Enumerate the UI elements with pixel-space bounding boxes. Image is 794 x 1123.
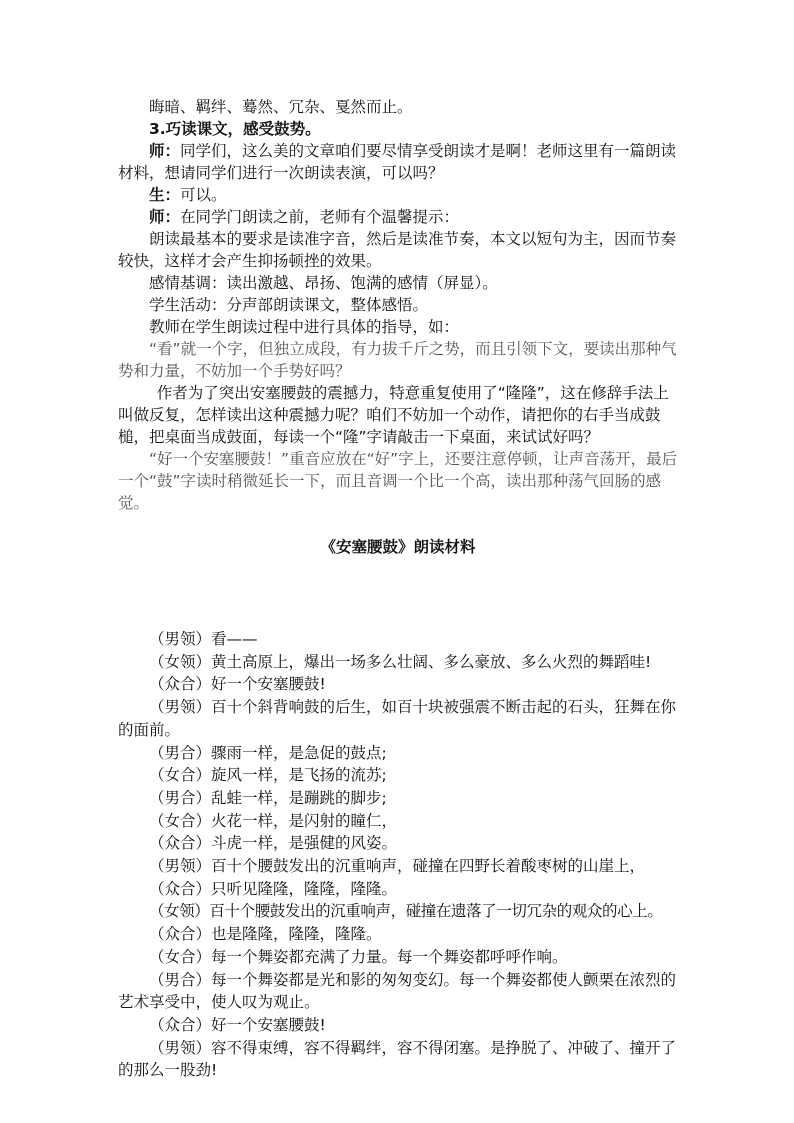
script-role: （男合） bbox=[149, 970, 212, 989]
script-role: （众合） bbox=[149, 925, 212, 944]
script-role: （男领） bbox=[149, 1038, 212, 1057]
script-text: 乱蛙一样，是蹦跳的脚步; bbox=[211, 788, 387, 807]
script-line bbox=[118, 878, 678, 901]
script-line bbox=[118, 855, 678, 878]
script-role: （女合） bbox=[149, 766, 212, 785]
script-role: （男领） bbox=[149, 857, 212, 876]
dialogue-text: 在同学门朗读之前，老师有个温馨提示： bbox=[180, 208, 460, 226]
reading-tip: 朗读最基本的要求是读准字音，然后是读准节奏，本文以短句为主，因而节奏较快，这样才会产生抑扬顿挫的效果。 bbox=[118, 230, 677, 270]
script-line bbox=[118, 923, 678, 946]
script-line bbox=[118, 742, 678, 765]
script-line bbox=[118, 787, 678, 810]
guidance-text: 就一个字，但独立成段，有力拔千斤之势，而且引领下文，要读出那种气势和力量，不妨加一个手势好吗？ bbox=[118, 340, 677, 380]
script-role: （众合） bbox=[149, 834, 212, 853]
teacher-dialogue-1 bbox=[118, 140, 678, 184]
script-text: 斗虎一样，是强健的风姿。 bbox=[211, 834, 398, 853]
script-text: 看—— bbox=[211, 630, 258, 648]
guidance-quote: “好一个安塞腰鼓！” bbox=[149, 450, 290, 468]
script-text: 骤雨一样，是急促的鼓点; bbox=[211, 743, 387, 762]
script-role: （众合） bbox=[149, 675, 212, 694]
script-line bbox=[118, 651, 678, 674]
script-role: （女合） bbox=[149, 947, 212, 966]
reading-script bbox=[118, 628, 678, 1082]
script-line bbox=[118, 969, 678, 1014]
speaker-label: 生： bbox=[149, 186, 181, 204]
emotion-tone: 感情基调：读出激越、昂扬、饱满的感情（屏显）。 bbox=[149, 274, 498, 292]
dialogue-text: 可以。 bbox=[180, 186, 227, 204]
teacher-guide: 教师在学生朗读过程中进行具体的指导，如： bbox=[149, 318, 460, 336]
script-role: （众合） bbox=[149, 1015, 212, 1034]
script-line bbox=[118, 696, 678, 741]
speaker-label: 师： bbox=[149, 208, 181, 226]
material-title: 《安塞腰鼓》朗读材料 bbox=[320, 538, 476, 556]
script-text: 好一个安塞腰鼓! bbox=[211, 675, 326, 694]
section-heading: 3.巧读课文，感受鼓势。 bbox=[149, 120, 321, 138]
script-line bbox=[118, 900, 678, 923]
script-line bbox=[118, 946, 678, 969]
script-line bbox=[118, 764, 678, 787]
script-text: 百十个腰鼓发出的沉重响声，碰撞在遗落了一切冗杂的观众的心上。 bbox=[209, 902, 663, 921]
guidance-quote: “看” bbox=[149, 340, 181, 358]
script-text: 百十个腰鼓发出的沉重响声，碰撞在四野长着酸枣树的山崖上， bbox=[211, 857, 646, 876]
script-text: 百十个斜背响鼓的后生，如百十块被强震不断击起的石头，狂舞在你的面前。 bbox=[118, 698, 677, 739]
script-role: （女领） bbox=[149, 902, 210, 921]
script-text: 每一个舞姿都是光和影的匆匆变幻。每一个舞姿都使人颤栗在浓烈的艺术享受中，使人叹为观止。 bbox=[118, 970, 677, 1012]
script-text: 容不得束缚，容不得羁绊，容不得闭塞。是挣脱了、冲破了、撞开了的那么一股劲! bbox=[118, 1038, 677, 1080]
script-line bbox=[118, 832, 678, 855]
script-line bbox=[118, 1037, 678, 1082]
script-text: 只听见隆隆，隆隆，隆隆。 bbox=[211, 879, 398, 898]
student-activity: 学生活动：分声部朗读课文，整体感悟。 bbox=[149, 296, 429, 314]
guidance-kan bbox=[118, 338, 678, 382]
script-line bbox=[118, 1014, 678, 1037]
script-line bbox=[118, 673, 678, 696]
script-role: （女合） bbox=[149, 811, 212, 830]
script-role: （女领） bbox=[149, 652, 212, 671]
script-text: 好一个安塞腰鼓! bbox=[211, 1015, 326, 1034]
script-text: 黄土高原上，爆出一场多么壮阔、多么豪放、多么火烈的舞蹈哇! bbox=[211, 652, 652, 671]
script-role: （男合） bbox=[149, 743, 212, 762]
script-role: （男领） bbox=[149, 698, 212, 717]
script-role: （男合） bbox=[149, 788, 212, 807]
dialogue-text: 同学们，这么美的文章咱们要尽情享受朗读才是啊！老师这里有一篇朗读材料，想请同学们进行一次朗读表演，可以吗？ bbox=[118, 142, 677, 182]
document-body bbox=[118, 96, 678, 1082]
speaker-label: 师： bbox=[149, 142, 181, 160]
script-role: （众合） bbox=[149, 879, 212, 898]
guidance-text: 重音应放在“好”字上，还要注意停顿，让声音荡开，最后一个“鼓”字读时稍微延长一下，而且音调一个比一个高，读出那种荡气回肠的感觉。 bbox=[118, 450, 678, 512]
script-text: 旋风一样，是飞扬的流苏; bbox=[211, 766, 387, 785]
script-role: （男领） bbox=[149, 630, 212, 648]
teacher-dialogue-2 bbox=[118, 206, 678, 228]
student-dialogue bbox=[118, 184, 678, 206]
script-text: 火花一样，是闪射的瞳仁， bbox=[211, 811, 398, 830]
script-line bbox=[118, 810, 678, 833]
guidance-longlong: 作者为了突出安塞腰鼓的震撼力，特意重复使用了“隆隆”，这在修辞手法上叫做反复，怎样读出这种震撼力呢？咱们不妨加一个动作，请把你的右手当成鼓槌，把桌面当成鼓面，每读一个“隆”字请敲击一下桌面，来试试好吗？ bbox=[118, 384, 669, 446]
vocab-line: 晦暗、羁绊、蓦然、冗杂、戛然而止。 bbox=[149, 98, 413, 116]
script-line bbox=[118, 628, 678, 651]
script-text: 也是隆隆，隆隆，隆隆。 bbox=[211, 925, 382, 944]
script-text: 每一个舞姿都充满了力量。每一个舞姿都呼呼作响。 bbox=[211, 947, 568, 966]
guidance-hao bbox=[118, 448, 678, 514]
